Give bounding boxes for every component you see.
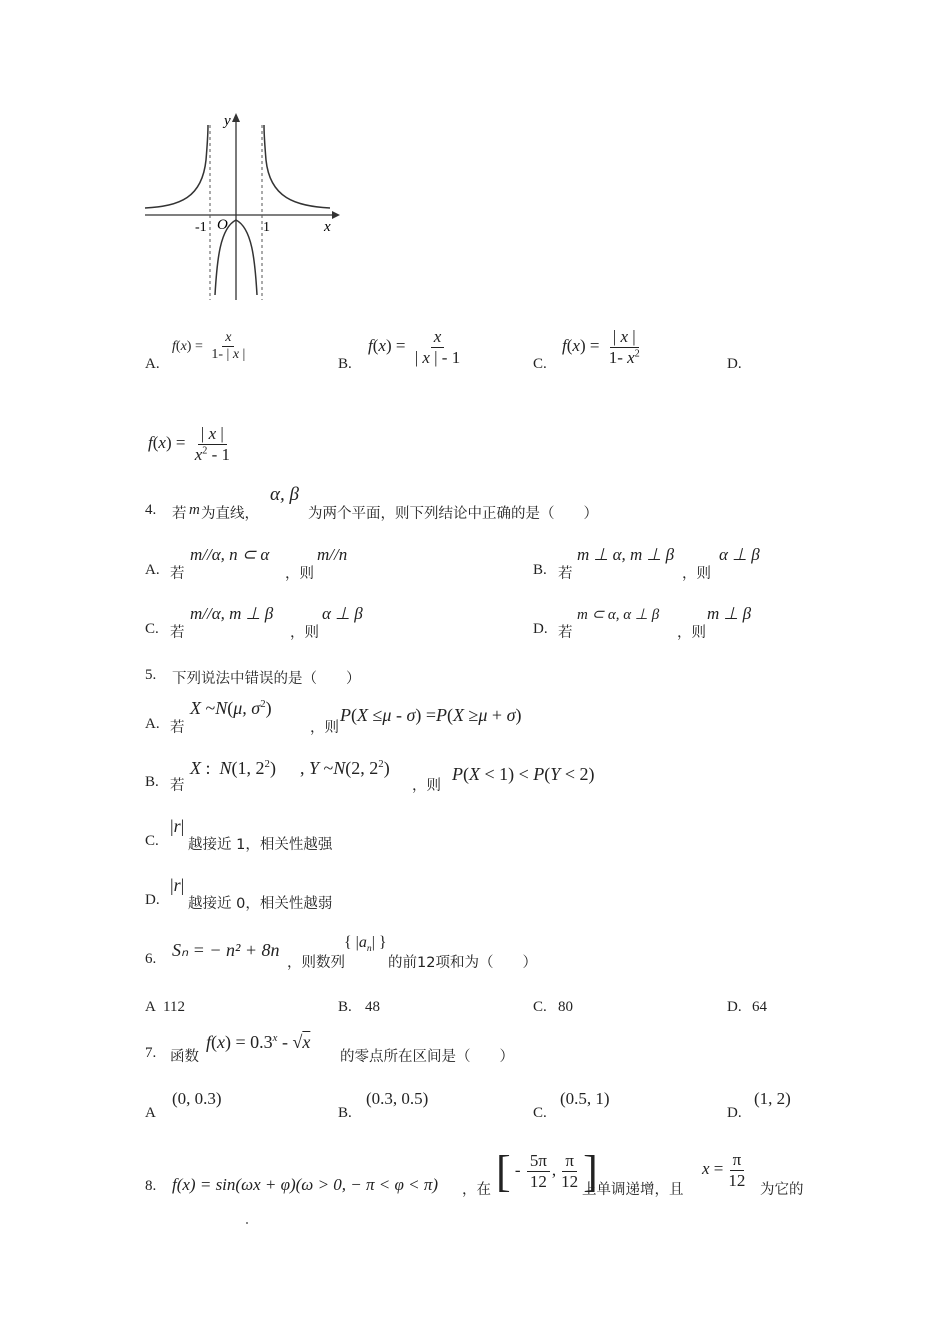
x-axis-label: x <box>324 219 331 235</box>
q4-option-c-cond: m//α, m ⊥ β <box>190 604 274 623</box>
q6-option-c-label: C. <box>533 999 547 1015</box>
q4-option-a-cond: m//α, n ⊂ α <box>190 545 270 564</box>
q4-option-d-pre: 若 <box>558 625 573 641</box>
q4-option-c-label: C. <box>145 621 159 637</box>
q5-option-a-premise: X ~N(μ, $\sigma^2$) <box>190 698 272 718</box>
q5-option-b-label: B. <box>145 774 159 790</box>
q7-formula: $f(x) = 0.3^x - √x$ <box>206 1032 311 1052</box>
q7-option-c-value: (0.5, 1) <box>560 1089 610 1108</box>
q5-option-c-abs-r: |r| <box>170 816 185 836</box>
q4-option-c-res: α ⊥ β <box>322 604 363 623</box>
q3-option-a-label: A. <box>145 356 160 372</box>
x-axis-arrow <box>332 211 340 219</box>
q8-post: 为它的 <box>760 1182 804 1198</box>
q6-option-d-value: 64 <box>752 999 767 1015</box>
q7-option-d-label: D. <box>727 1105 742 1121</box>
q7-post: 的零点所在区间是（ ） <box>340 1049 514 1065</box>
q5-option-a-label: A. <box>145 716 160 732</box>
q5-option-b-premise-y: , Y ~N(2, $2^2$) <box>300 758 390 778</box>
q3-option-c-label: C. <box>533 356 547 372</box>
q5-option-d-label: D. <box>145 892 160 908</box>
q6-option-b-value: 48 <box>365 999 380 1015</box>
q4-option-a-res: m//n <box>317 545 348 564</box>
q4-option-a-label: A. <box>145 562 160 578</box>
q6-mid: ，则数列 <box>287 955 345 971</box>
q4-option-d-cond: m ⊂ α, α ⊥ β <box>577 607 660 623</box>
q5-option-b-result: P(X < 1) < P(Y < 2) <box>452 764 595 784</box>
q4-option-d-res: m ⊥ β <box>707 604 752 623</box>
q6-number: 6. <box>145 951 157 967</box>
q4-number: 4. <box>145 502 157 518</box>
q5-option-b-pre: 若 <box>170 778 185 794</box>
q3-option-b-formula: f(x) = $\frac{x}{| x | - 1}$ <box>368 327 461 367</box>
q5-option-b-then: ，则 <box>412 778 441 794</box>
q5-option-d-abs-r: |r| <box>170 875 185 895</box>
q7-option-b-value: (0.3, 0.5) <box>366 1089 429 1108</box>
page-dot <box>246 1222 248 1224</box>
q6-option-a-label: A <box>145 999 156 1015</box>
origin-label: O <box>217 217 228 233</box>
q7-number: 7. <box>145 1045 157 1061</box>
q8-number: 8. <box>145 1178 157 1194</box>
q6-option-b-label: B. <box>338 999 352 1015</box>
q4-option-a-pre: 若 <box>170 566 185 582</box>
q5-option-a-pre: 若 <box>170 720 185 736</box>
q3-option-a-formula: f(x) = $\frac{x}{1- | x |}$ <box>172 330 246 363</box>
q4-option-b-cond: m ⊥ α, m ⊥ β <box>577 545 675 564</box>
q5-option-c-text: 越接近 1，相关性越强 <box>188 837 333 853</box>
q7-option-b-label: B. <box>338 1105 352 1121</box>
q4-option-d-label: D. <box>533 621 548 637</box>
q7-option-a-value: (0, 0.3) <box>172 1089 222 1108</box>
q4-stem-m: m <box>189 502 200 518</box>
q6-post: 的前12项和为（ ） <box>388 955 537 971</box>
q4-stem-mid: 为直线， <box>201 506 259 522</box>
tick-label-neg1: -1 <box>195 220 207 235</box>
q4-option-d-then: ，则 <box>677 625 706 641</box>
q3-option-c-formula: f(x) = $\frac{| x |}{1- x^2}$ <box>562 327 640 367</box>
q5-option-a-then: ，则 <box>310 720 339 736</box>
q7-option-c-label: C. <box>533 1105 547 1121</box>
q6-sequence-abs-a: { $|a_n|$ } <box>344 934 387 955</box>
q5-stem: 下列说法中错误的是（ ） <box>172 671 361 687</box>
q5-option-b-premise-x: X : N(1, $2^2$) <box>190 758 276 778</box>
q8-mid2: 上单调递增，且 <box>582 1182 684 1198</box>
q4-option-c-pre: 若 <box>170 625 185 641</box>
q4-option-b-label: B. <box>533 562 547 578</box>
q6-option-d-label: D. <box>727 999 742 1015</box>
q5-option-c-label: C. <box>145 833 159 849</box>
q3-option-d-label: D. <box>727 356 742 372</box>
q3-option-b-label: B. <box>338 356 352 372</box>
q8-formula: f(x) = sin(ωx + φ)(ω > 0, − π < φ < π) <box>172 1175 439 1194</box>
q5-number: 5. <box>145 667 157 683</box>
q7-option-a-label: A <box>145 1105 156 1121</box>
q6-formula: Sₙ = − n² + 8n <box>172 940 280 960</box>
function-graph <box>140 110 340 305</box>
q4-option-a-then: ，则 <box>285 566 314 582</box>
q5-option-a-result: P(X ≤μ - σ) =P(X ≥μ + σ) <box>340 705 522 725</box>
q4-option-c-then: ，则 <box>290 625 319 641</box>
q6-option-c-value: 80 <box>558 999 573 1015</box>
tick-label-1: 1 <box>263 220 270 235</box>
q4-option-b-pre: 若 <box>558 566 573 582</box>
q3-option-d-formula: f(x) = $\frac{| x |}{x^2 - 1}$ <box>148 424 231 464</box>
q8-mid1: ，在 <box>462 1182 491 1198</box>
y-axis-arrow <box>232 113 240 122</box>
q4-option-b-res: α ⊥ β <box>719 545 760 564</box>
q6-option-a-value: 112 <box>163 999 185 1015</box>
q5-option-d-text: 越接近 0，相关性越弱 <box>188 896 333 912</box>
q4-option-b-then: ，则 <box>682 566 711 582</box>
q7-option-d-value: (1, 2) <box>754 1089 791 1108</box>
curve-right-branch <box>264 125 330 208</box>
curve-left-branch <box>145 125 208 208</box>
y-axis-label: y <box>224 113 231 129</box>
q4-stem-alpha-beta: α, β <box>270 484 299 505</box>
q4-stem-post: 为两个平面，则下列结论中正确的是（ ） <box>308 506 598 522</box>
q7-pre: 函数 <box>170 1049 199 1065</box>
q8-interval: [ - $\frac{5\pi}{12}$ , $\frac{\pi}{12}$ ] <box>496 1147 598 1196</box>
q8-condition-x: x = $\frac{\pi}{12}$ <box>702 1150 746 1190</box>
q4-stem-pre: 若 <box>172 506 187 522</box>
